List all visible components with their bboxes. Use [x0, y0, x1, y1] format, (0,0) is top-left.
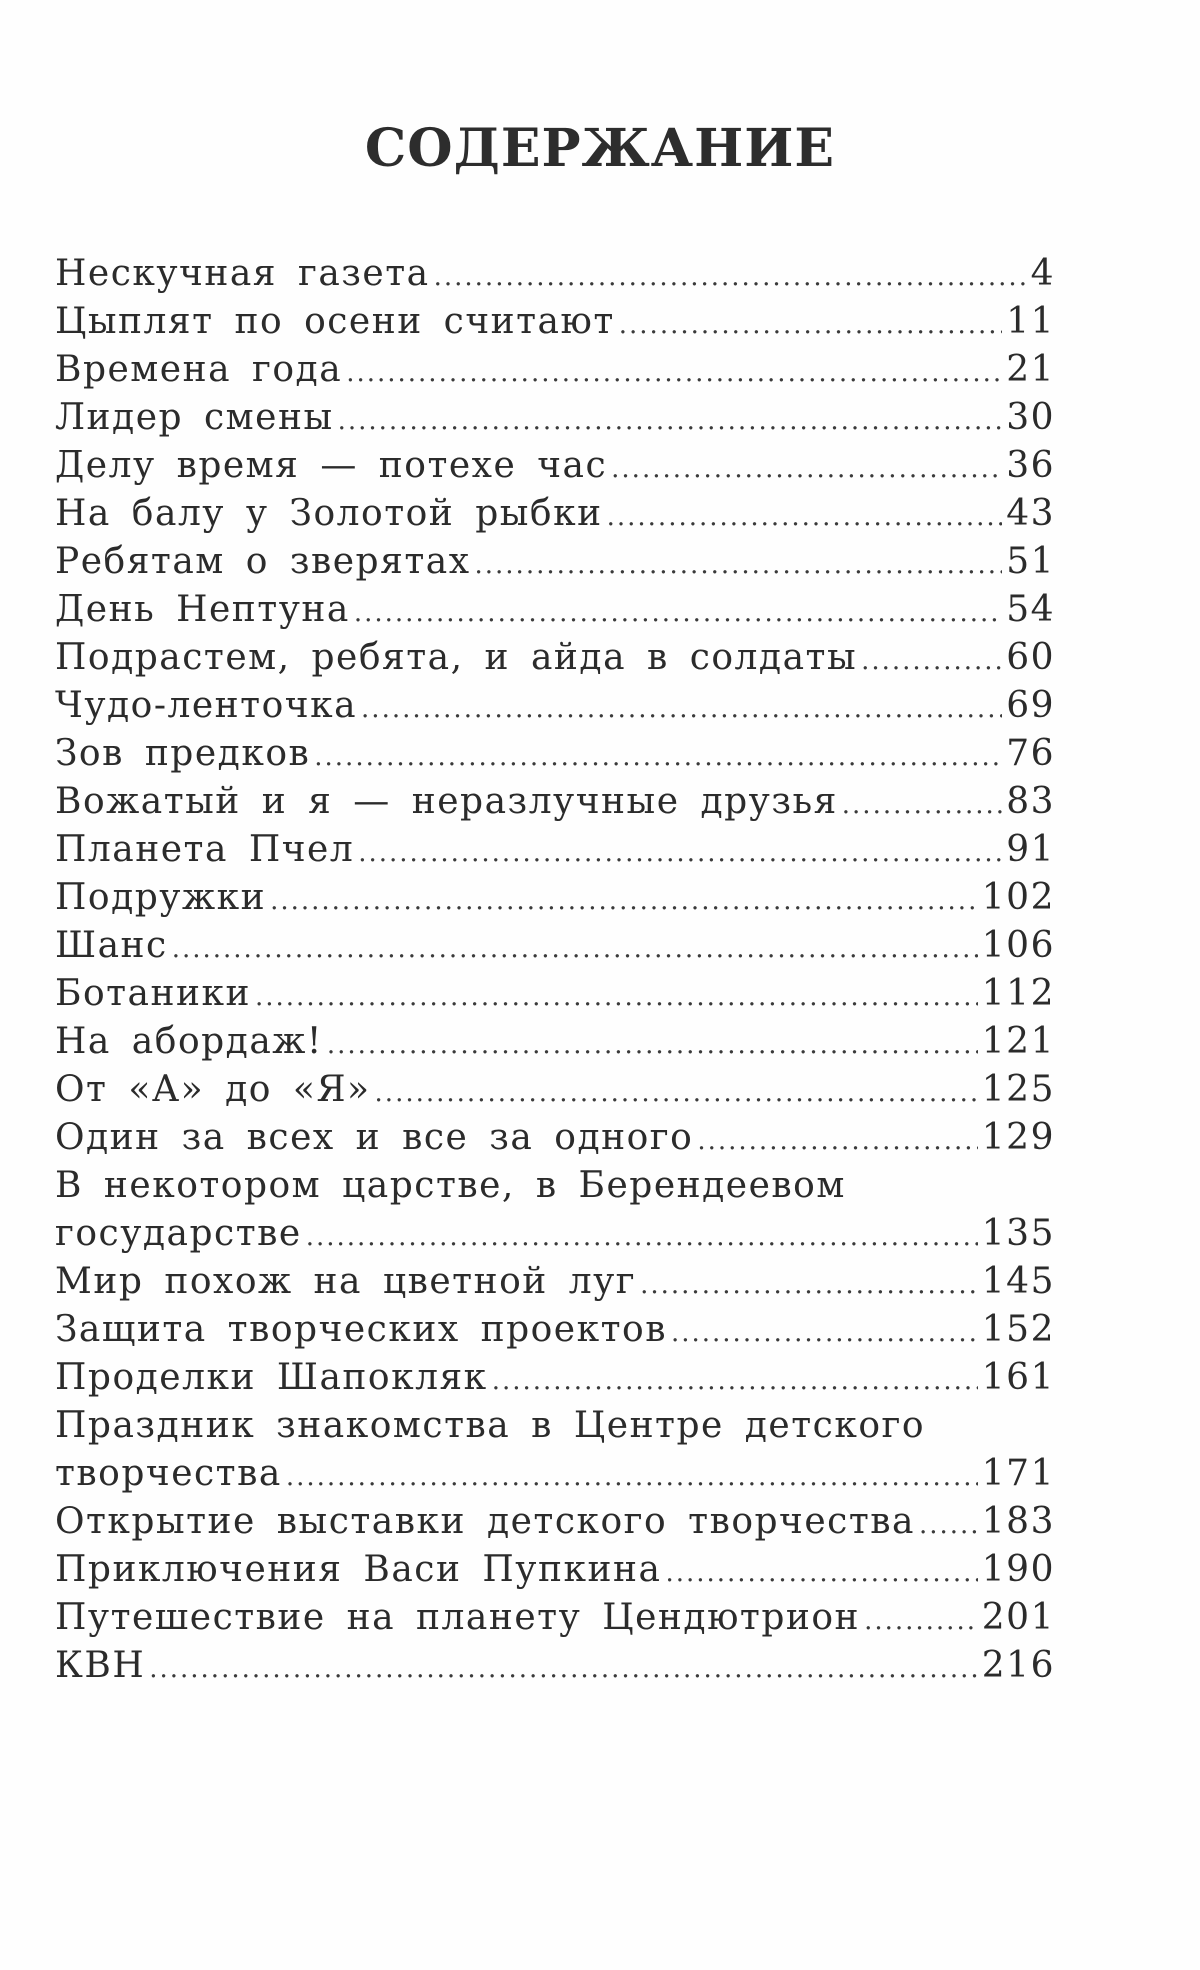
toc-entry — [55, 970, 1055, 1018]
toc-entry-page: 76 — [1006, 733, 1055, 774]
toc-entry-title: Открытие выставки детского творчества — [55, 1501, 915, 1542]
dot-leader — [375, 1069, 978, 1117]
toc-entry-page: 152 — [981, 1309, 1055, 1350]
toc-entry — [55, 1546, 1055, 1594]
toc-entry — [55, 1594, 1055, 1642]
toc-entry-title: На балу у Золотой рыбки — [55, 493, 603, 534]
dot-leader — [842, 781, 1002, 829]
toc-entry-title: Подружки — [55, 877, 267, 918]
toc-entry — [55, 730, 1055, 778]
toc-entry — [55, 1114, 1055, 1162]
toc-entry — [55, 1642, 1055, 1690]
toc-entry-page: 69 — [1006, 685, 1055, 726]
toc-entry-page: 216 — [981, 1645, 1055, 1686]
dot-leader — [172, 925, 978, 973]
toc-entry-page: 183 — [981, 1501, 1055, 1542]
toc-entry-title-line2: государстве — [55, 1213, 302, 1254]
toc-entry-page: 11 — [1006, 301, 1055, 342]
toc-entry-title: От «А» до «Я» — [55, 1069, 371, 1110]
toc-entry-page: 30 — [1006, 397, 1055, 438]
toc-entry-page: 102 — [981, 877, 1055, 918]
toc-entry-title: Подрастем, ребята, и айда в солдаты — [55, 637, 858, 678]
toc-entry — [55, 1306, 1055, 1354]
dot-leader — [270, 877, 978, 925]
toc-entry-title: Приключения Васи Пупкина — [55, 1549, 662, 1590]
toc-entry-title: Планета Пчел — [55, 829, 355, 870]
toc-entry — [55, 634, 1055, 682]
toc-entry-title: Вожатый и я — неразлучные друзья — [55, 781, 838, 822]
toc-entry — [55, 538, 1055, 586]
toc-entry-page: 51 — [1006, 541, 1055, 582]
page-title: СОДЕРЖАНИЕ — [364, 118, 836, 179]
dot-leader — [358, 829, 1002, 877]
toc-entry-page: 91 — [1006, 829, 1055, 870]
toc-entry — [55, 874, 1055, 922]
toc-entry — [55, 778, 1055, 826]
toc-entry-title-line1: Праздник знакомства в Центре детского — [55, 1405, 926, 1446]
toc-entry-page: 54 — [1006, 589, 1055, 630]
toc-entry — [55, 826, 1055, 874]
toc-entry-title: Путешествие на планету Цендютрион — [55, 1597, 861, 1638]
table-of-contents — [55, 250, 1055, 1690]
toc-entry-page: 201 — [981, 1597, 1055, 1638]
toc-entry-page: 106 — [981, 925, 1055, 966]
dot-leader — [255, 973, 978, 1021]
toc-entry-title-line1: В некотором царстве, в Берендеевом — [55, 1165, 846, 1206]
toc-entry-title: Шанс — [55, 925, 168, 966]
toc-entry-title: Делу время — потехе час — [55, 445, 608, 486]
toc-entry-title: Проделки Шапокляк — [55, 1357, 488, 1398]
toc-entry-title: День Нептуна — [55, 589, 350, 630]
toc-entry — [55, 586, 1055, 634]
toc-entry-title: Чудо-ленточка — [55, 685, 358, 726]
toc-entry-title: КВН — [55, 1645, 146, 1686]
toc-entry — [55, 1402, 1055, 1498]
toc-entry-title: Лидер смены — [55, 397, 334, 438]
toc-entry — [55, 250, 1055, 298]
dot-leader — [665, 1549, 977, 1597]
dot-leader — [434, 253, 1027, 301]
toc-entry-title: Нескучная газета — [55, 253, 430, 294]
toc-entry-title: Зов предков — [55, 733, 311, 774]
toc-entry — [55, 442, 1055, 490]
dot-leader — [619, 301, 1002, 349]
toc-entry-page: 36 — [1006, 445, 1055, 486]
toc-entry-page: 83 — [1006, 781, 1055, 822]
toc-entry-page: 60 — [1006, 637, 1055, 678]
dot-leader — [361, 685, 1002, 733]
dot-leader — [286, 1453, 978, 1501]
dot-leader — [354, 589, 1002, 637]
toc-entry — [55, 394, 1055, 442]
dot-leader — [611, 445, 1002, 493]
dot-leader — [327, 1021, 978, 1069]
toc-entry — [55, 1498, 1055, 1546]
toc-entry — [55, 682, 1055, 730]
toc-entry-page: 43 — [1006, 493, 1055, 534]
dot-leader — [492, 1357, 978, 1405]
toc-entry — [55, 298, 1055, 346]
dot-leader — [475, 541, 1003, 589]
toc-entry — [55, 1162, 1055, 1258]
toc-entry — [55, 1258, 1055, 1306]
toc-entry-page: 112 — [981, 973, 1055, 1014]
toc-entry-page: 21 — [1006, 349, 1055, 390]
dot-leader — [671, 1309, 978, 1357]
toc-entry-page: 135 — [981, 1213, 1055, 1254]
dot-leader — [697, 1117, 977, 1165]
toc-entry-page: 4 — [1030, 253, 1055, 294]
toc-entry-page: 171 — [981, 1453, 1055, 1494]
dot-leader — [346, 349, 1002, 397]
dot-leader — [314, 733, 1002, 781]
toc-entry-title: Защита творческих проектов — [55, 1309, 667, 1350]
dot-leader — [306, 1213, 978, 1261]
toc-entry — [55, 1018, 1055, 1066]
toc-entry-title: Ребятам о зверятах — [55, 541, 471, 582]
toc-entry-title: Цыплят по осени считают — [55, 301, 615, 342]
toc-entry-page: 121 — [981, 1021, 1055, 1062]
toc-entry-title: На абордаж! — [55, 1021, 323, 1062]
toc-entry-page: 145 — [981, 1261, 1055, 1302]
dot-leader — [864, 1597, 978, 1645]
toc-entry-page: 161 — [981, 1357, 1055, 1398]
toc-entry-page: 190 — [981, 1549, 1055, 1590]
toc-entry-page: 129 — [981, 1117, 1055, 1158]
toc-entry-title: Ботаники — [55, 973, 251, 1014]
toc-entry — [55, 490, 1055, 538]
dot-leader — [149, 1645, 978, 1693]
toc-entry-title-line2: творчества — [55, 1453, 282, 1494]
dot-leader — [919, 1501, 978, 1549]
toc-entry — [55, 346, 1055, 394]
toc-entry-title: Один за всех и все за одного — [55, 1117, 694, 1158]
toc-entry — [55, 1066, 1055, 1114]
dot-leader — [640, 1261, 978, 1309]
toc-entry — [55, 922, 1055, 970]
toc-entry-title: Мир похож на цветной луг — [55, 1261, 637, 1302]
dot-leader — [607, 493, 1003, 541]
toc-entry — [55, 1354, 1055, 1402]
toc-entry-page: 125 — [981, 1069, 1055, 1110]
toc-entry-title: Времена года — [55, 349, 343, 390]
dot-leader — [861, 637, 1002, 685]
dot-leader — [338, 397, 1003, 445]
